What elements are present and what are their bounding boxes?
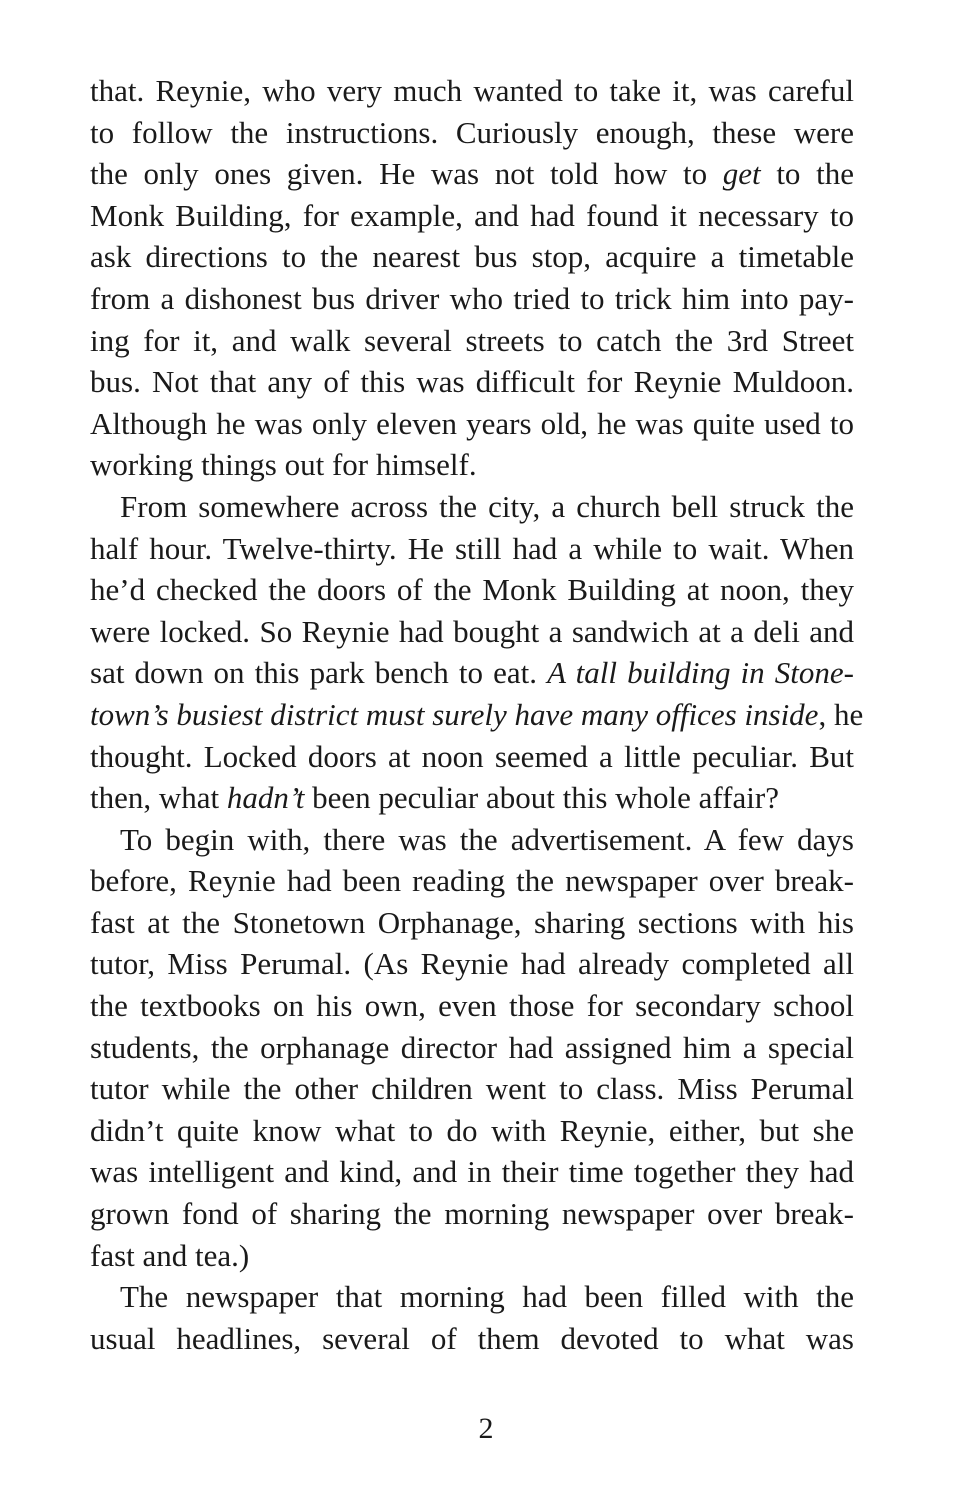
text-run: , he — [818, 696, 864, 732]
text-line: grown fond of sharing the morning newspaper over break- — [90, 1196, 854, 1232]
text-line: To begin with, there was the advertisement. A few days — [120, 821, 854, 857]
text-line — [90, 153, 854, 195]
paragraph-1 — [90, 70, 854, 486]
paragraph-3 — [90, 819, 854, 1277]
text-line: thought. Locked doors at noon seemed a little peculiar. But — [90, 738, 854, 774]
text-line: that. Reynie, who very much wanted to take it, was careful — [90, 73, 854, 108]
text-line: the textbooks on his own, even those for secondary school — [90, 988, 854, 1024]
text-line: Although he was only eleven years old, he was quite used to — [90, 405, 854, 441]
italic-run: A tall building in Stone- — [547, 655, 854, 691]
text-line: from a dishonest bus driver who tried to trick him into pay- — [90, 280, 854, 316]
paragraph-4 — [90, 1276, 854, 1359]
text-line: bus. Not that any of this was difficult for Reynie Muldoon. — [90, 364, 854, 400]
italic-run: hadn’t — [226, 780, 305, 816]
text-line: The newspaper that morning had been filled with the — [120, 1279, 854, 1315]
text-run: been peculiar about this whole affair? — [304, 780, 779, 816]
text-line: were locked. So Reynie had bought a sandwich at a deli and — [90, 613, 854, 649]
text-line: ing for it, and walk several streets to catch the 3rd Street — [90, 322, 854, 358]
italic-run: get — [722, 156, 761, 192]
text-line: before, Reynie had been reading the newspaper over break- — [90, 863, 854, 899]
text-line — [90, 652, 854, 694]
page-number: 2 — [478, 1412, 494, 1445]
text-line: didn’t quite know what to do with Reynie, either, but she — [90, 1112, 854, 1148]
text-line: half hour. Twelve-thirty. He still had a while to wait. When — [90, 530, 854, 566]
text-line: From somewhere across the city, a church bell struck the — [120, 488, 854, 524]
text-line: tutor, Miss Perumal. (As Reynie had already completed all — [90, 946, 854, 982]
text-line: tutor while the other children went to class. Miss Perumal — [90, 1071, 854, 1107]
text-line: was intelligent and kind, and in their time together they had — [90, 1154, 854, 1190]
paragraph-2 — [90, 486, 864, 819]
text-line: to follow the instructions. Curiously enough, these were — [90, 114, 854, 150]
text-line — [90, 694, 864, 736]
body-text — [90, 70, 864, 1359]
text-line: he’d checked the doors of the Monk Building at noon, they — [90, 572, 854, 608]
italic-run: town’s busiest district must surely have many offices inside — [90, 696, 819, 732]
text-run: then, what — [90, 780, 227, 816]
text-line: usual headlines, several of them devoted to what was — [90, 1320, 854, 1356]
text-run: to the — [760, 156, 854, 192]
text-run: sat down on this park bench to eat. — [90, 655, 548, 691]
text-line — [90, 777, 854, 819]
text-run: the only ones given. He was not told how to — [90, 156, 723, 192]
text-line: ask directions to the nearest bus stop, acquire a timetable — [90, 239, 854, 275]
text-line: students, the orphanage director had assigned him a special — [90, 1029, 854, 1065]
text-line: fast and tea.) — [90, 1237, 250, 1273]
text-line: Monk Building, for example, and had found it necessary to — [90, 197, 854, 233]
text-line: fast at the Stonetown Orphanage, sharing sections with his — [90, 904, 854, 940]
text-line: working things out for himself. — [90, 447, 477, 483]
